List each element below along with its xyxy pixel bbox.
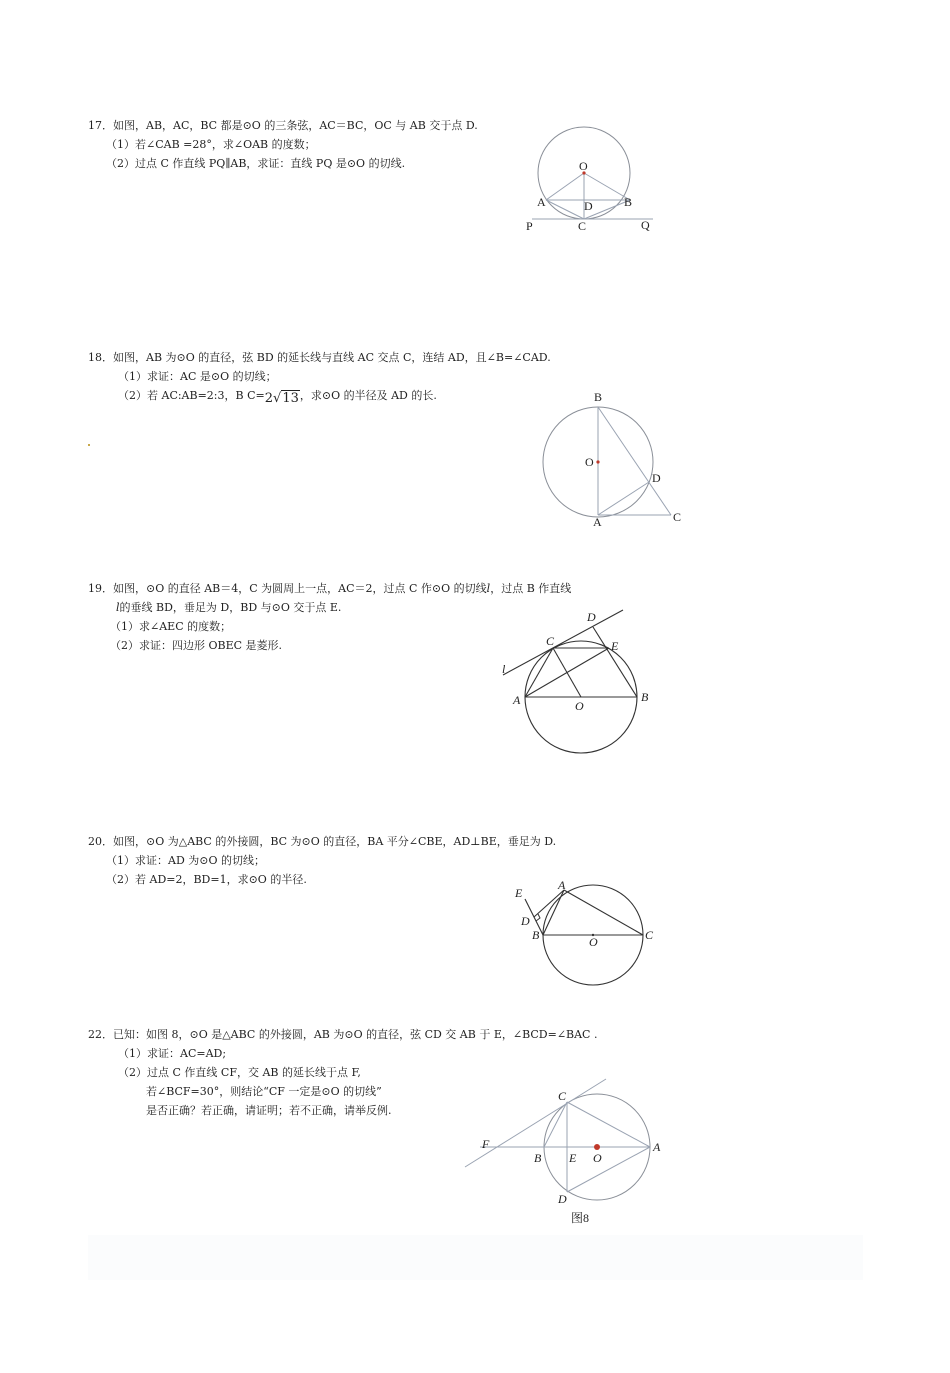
problem-20-stem: 20．如图，⊙O 为△ABC 的外接圆，BC 为⊙O 的直径，BA 平分∠CBE，AD⊥BE，垂足为 D. [88,835,557,848]
label-O: O [585,455,594,469]
stray-dot [88,444,90,446]
problem-17-stem: 17．如图，AB，AC，BC 都是⊙O 的三条弦，AC＝BC，OC 与 AB 交于点 D. [88,119,478,132]
problem-20-part1: （1）求证：AD 为⊙O 的切线； [106,854,265,867]
label-C: C [558,1089,567,1103]
problem-18-part1: （1）求证：AC 是⊙O 的切线； [118,370,277,383]
label-E: E [611,639,619,653]
label-A: A [653,1140,661,1154]
label-D: D [652,471,661,485]
label-O: O [579,159,588,173]
label-C: C [673,510,682,524]
label-C: C [578,219,587,233]
problem-22-stem: 22．已知：如图 8，⊙O 是△ABC 的外接圆，AB 为⊙O 的直径，弦 CD 交 AB 于 E，∠BCD=∠BAC . [88,1028,598,1041]
label-E: E [569,1151,577,1165]
problem-19-part2: （2）求证：四边形 OBEC 是菱形. [110,639,283,652]
problem-19-part1: （1）求∠AEC 的度数； [110,620,232,633]
math-2-sqrt-13: 2√13 [264,391,299,406]
problem-22-part2: （2）过点 C 作直线 CF，交 AB 的延长线于点 F, [118,1066,361,1079]
label-D: D [558,1192,567,1206]
label-B: B [532,928,540,942]
figure-19 [495,600,665,760]
label-D: D [587,610,596,624]
faint-band [88,1235,863,1280]
figure-18 [535,388,695,533]
problem-19-stem: 19．如图，⊙O 的直径 AB＝4，C 为圆周上一点，AC＝2，过点 C 作⊙O 的切线l，过点 B 作直线 [88,582,572,595]
label-O: O [593,1151,602,1165]
label-B: B [594,390,603,404]
label-F: F [482,1137,490,1151]
problem-18-stem: 18．如图，AB 为⊙O 的直径，弦 BD 的延长线与直线 AC 交点 C，连结 AD，且∠B=∠CAD. [88,351,551,364]
figure-caption: 图8 [571,1211,590,1225]
figure-20 [508,877,668,1002]
problem-22-part2-cont2: 是否正确？若正确，请证明；若不正确，请举反例. [146,1104,392,1117]
label-Q: Q [641,218,650,232]
problem-17-part2: （2）过点 C 作直线 PQ∥AB，求证：直线 PQ 是⊙O 的切线. [106,157,406,170]
label-C: C [645,928,654,942]
label-A: A [537,195,546,209]
label-C: C [546,634,555,648]
label-l: l [502,662,506,676]
problem-19-stem-cont: l的垂线 BD，垂足为 D，BD 与⊙O 交于点 E. [116,601,342,614]
figure-17 [520,120,660,238]
problem-22-part1: （1）求证：AC=AD; [118,1047,227,1060]
label-O: O [589,935,598,949]
label-A: A [513,693,521,707]
label-B: B [534,1151,542,1165]
problem-22-part2-cont1: 若∠BCF=30°，则结论“CF 一定是⊙O 的切线” [146,1085,382,1098]
label-P: P [526,219,533,233]
label-O: O [575,699,584,713]
label-B: B [641,690,649,704]
label-B: B [624,195,633,209]
problem-18-part2: （2）若 AC:AB=2:3，B C=2√13，求⊙O 的半径及 AD 的长. [118,389,437,406]
label-E: E [515,886,523,900]
label-A: A [558,878,566,892]
problem-17-part1: （1）若∠CAB =28°，求∠OAB 的度数； [106,138,316,151]
problem-20-part2: （2）若 AD=2，BD=1，求⊙O 的半径. [106,873,307,886]
label-A: A [593,515,602,529]
figure-22 [460,1075,675,1230]
label-D: D [584,199,593,213]
label-D: D [521,914,530,928]
